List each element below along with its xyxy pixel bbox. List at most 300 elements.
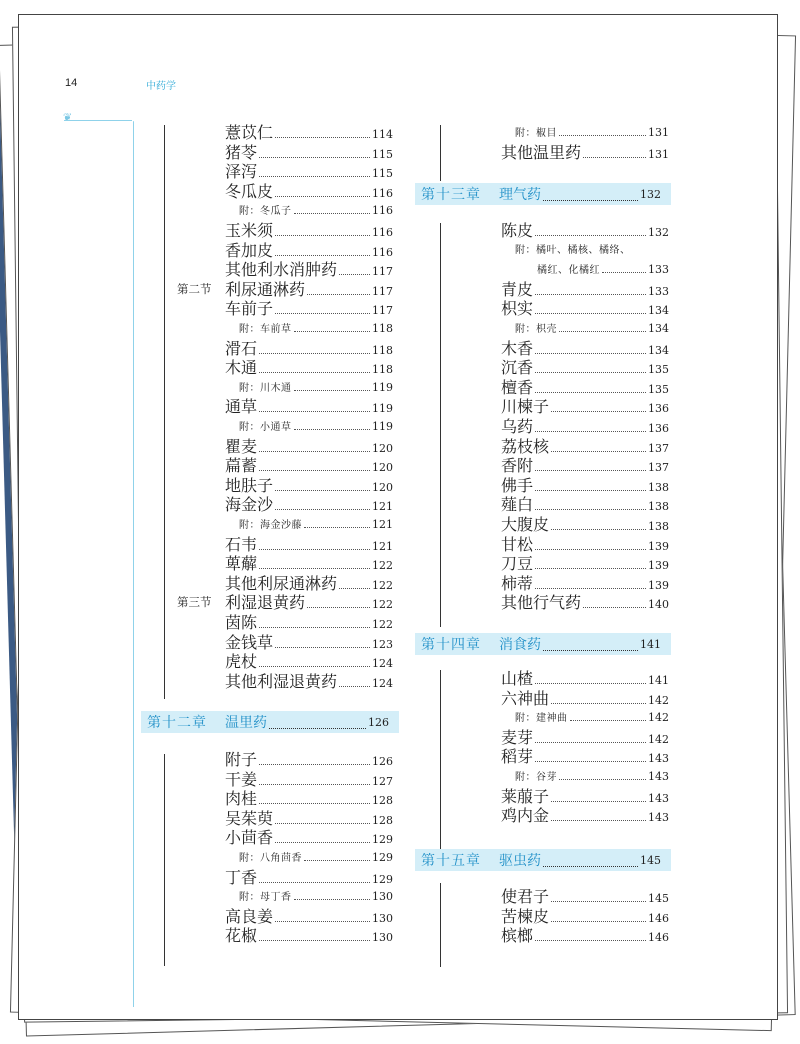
entry-page-number: 128 (372, 794, 393, 808)
entry-page-number: 133 (648, 263, 669, 277)
toc-entry (225, 750, 393, 769)
entry-name: 附：冬瓜子 (239, 206, 292, 218)
entry-page-number: 138 (648, 500, 669, 514)
entry-name: 檀香 (501, 377, 534, 397)
entry-name: 青皮 (501, 279, 534, 299)
dot-leader (304, 527, 370, 528)
dot-leader (535, 549, 646, 550)
toc-entry (501, 669, 669, 688)
toc-entry (501, 747, 669, 766)
entry-name: 丁香 (225, 867, 258, 887)
toc-entry (501, 787, 669, 806)
toc-subentry (239, 201, 393, 220)
dot-leader (259, 764, 370, 765)
toc-subentry (515, 708, 669, 727)
toc-entry (501, 397, 669, 416)
dot-leader (259, 157, 370, 158)
toc-entry (225, 260, 393, 279)
entry-page-number: 142 (648, 732, 669, 746)
dot-leader (275, 921, 370, 922)
entry-page-number: 129 (372, 833, 393, 847)
toc-entry (501, 926, 669, 945)
toc-entry (501, 515, 669, 534)
dot-leader (275, 313, 370, 314)
entry-name: 使君子 (501, 887, 550, 906)
entry-page-number: 115 (372, 167, 393, 181)
dot-leader (535, 588, 646, 589)
toc-entry (225, 182, 393, 201)
toc-entry (225, 535, 393, 554)
dot-leader (294, 331, 371, 332)
dot-leader (275, 196, 370, 197)
entry-page-number: 130 (372, 931, 393, 945)
dot-leader (259, 627, 370, 628)
entry-page-number: 118 (372, 322, 393, 335)
dot-leader (535, 940, 646, 941)
entry-name: 其他利湿退黄药 (225, 671, 338, 691)
toc-entry (501, 728, 669, 747)
entry-page-number: 124 (372, 676, 393, 690)
entry-page-number: 122 (372, 559, 393, 573)
toc-entry (225, 593, 393, 612)
entry-page-number: 130 (372, 890, 393, 904)
entry-page-number: 116 (372, 186, 393, 200)
toc-entry (501, 417, 669, 436)
toc-entry (501, 574, 669, 593)
toc-entry (501, 495, 669, 514)
entry-name: 玉米须 (225, 221, 274, 240)
dot-leader (551, 529, 646, 530)
entry-name: 刀豆 (501, 554, 534, 574)
dot-leader (535, 372, 646, 373)
dot-leader (559, 135, 646, 136)
entry-page-number: 131 (648, 126, 669, 139)
dot-leader (535, 509, 646, 510)
dot-leader (259, 940, 370, 941)
section-label: 第三节 (177, 595, 212, 610)
toc-entry (501, 806, 669, 825)
entry-page-number: 143 (648, 811, 669, 825)
entry-name: 附：椒目 (515, 128, 557, 139)
page-number: 14 (65, 77, 78, 89)
entry-name: 附：海金沙藤 (239, 520, 302, 531)
toc-entry (225, 926, 393, 945)
entry-page-number: 114 (372, 128, 393, 141)
dot-leader (543, 200, 638, 201)
toc-entry (225, 123, 393, 142)
entry-page-number: 134 (648, 343, 669, 357)
entry-page-number: 117 (372, 304, 393, 318)
dot-leader (535, 431, 646, 432)
toc-subentry (515, 241, 669, 260)
entry-name: 沉香 (501, 358, 534, 378)
dot-leader (275, 137, 370, 138)
entry-page-number: 146 (648, 931, 669, 945)
dot-leader (294, 429, 371, 430)
toc-entry (225, 476, 393, 495)
column-rule (440, 223, 441, 627)
entry-page-number: 145 (648, 892, 669, 905)
toc-entry (225, 221, 393, 240)
entry-name: 乌药 (501, 417, 534, 436)
dot-leader (307, 294, 370, 295)
entry-name: 瞿麦 (225, 436, 258, 456)
entry-page-number: 129 (372, 872, 393, 886)
dot-leader (543, 650, 638, 651)
entry-page-number: 135 (648, 382, 669, 396)
entry-name: 鸡内金 (501, 806, 550, 826)
entry-page-number: 122 (372, 598, 393, 612)
dot-leader (259, 411, 370, 412)
entry-page-number: 143 (648, 770, 669, 783)
entry-name: 金钱草 (225, 632, 274, 652)
entry-name: 附：川木通 (239, 382, 292, 394)
dot-leader (275, 490, 370, 491)
dot-leader (275, 823, 370, 824)
entry-name: 枳实 (501, 299, 534, 319)
toc-entry (501, 476, 669, 495)
entry-name: 高良姜 (225, 906, 274, 926)
toc-subentry (515, 123, 669, 142)
entry-name: 虎杖 (225, 652, 258, 672)
entry-name: 其他行气药 (501, 593, 582, 613)
dot-leader (535, 353, 646, 354)
chapter-title: 驱虫药 (499, 853, 541, 869)
dot-leader (535, 392, 646, 393)
toc-entry (225, 162, 393, 181)
chapter-title: 理气药 (499, 187, 541, 203)
dot-leader (551, 801, 646, 802)
entry-page-number: 142 (648, 693, 669, 707)
entry-name: 香加皮 (225, 240, 274, 260)
toc-subentry (239, 319, 393, 338)
entry-page-number: 120 (372, 480, 393, 494)
entry-page-number: 118 (372, 363, 393, 377)
toc-entry (225, 770, 393, 789)
entry-page-number: 119 (372, 420, 393, 433)
toc-entry (501, 535, 669, 554)
entry-name: 大腹皮 (501, 515, 550, 534)
toc-entry (225, 299, 393, 318)
toc-subentry (239, 848, 393, 867)
chapter-page-number: 145 (640, 853, 661, 867)
dot-leader (583, 607, 646, 608)
entry-name: 小茴香 (225, 828, 274, 848)
entry-name: 木通 (225, 358, 258, 378)
toc-subentry (515, 319, 669, 338)
decorative-rule-horizontal (64, 120, 132, 121)
entry-page-number: 122 (372, 578, 393, 592)
entry-name: 通草 (225, 397, 258, 417)
dot-leader (259, 372, 370, 373)
entry-page-number: 140 (648, 598, 669, 612)
entry-name: 槟榔 (501, 926, 534, 946)
entry-name: 稻芽 (501, 747, 534, 767)
toc-entry (501, 358, 669, 377)
entry-page-number: 134 (648, 304, 669, 318)
toc-entry (501, 907, 669, 926)
entry-page-number: 139 (648, 539, 669, 553)
entry-page-number: 124 (372, 657, 393, 671)
section-label: 第二节 (177, 281, 212, 296)
entry-name: 其他利尿通淋药 (225, 573, 338, 593)
toc-entry (225, 358, 393, 377)
dot-leader (259, 549, 370, 550)
dot-leader (551, 921, 646, 922)
entry-page-number: 120 (372, 441, 393, 455)
leaf-ornament-icon: ❦ (63, 111, 73, 124)
toc-entry (225, 241, 393, 260)
entry-page-number: 141 (648, 674, 669, 687)
entry-page-number: 143 (648, 752, 669, 766)
entry-name: 附：建神曲 (515, 713, 568, 725)
toc-entry (225, 554, 393, 573)
entry-name: 萹蓄 (225, 456, 258, 476)
entry-name: 附：八角茴香 (239, 853, 302, 864)
entry-page-number: 137 (648, 461, 669, 475)
dot-leader (535, 235, 646, 236)
dot-leader (294, 390, 371, 391)
entry-name: 柿蒂 (501, 573, 534, 593)
dot-leader (551, 451, 646, 452)
dot-leader (535, 761, 646, 762)
entry-name: 其他利水消肿药 (225, 260, 338, 280)
toc-entry (225, 868, 393, 887)
dot-leader (551, 901, 646, 902)
entry-name: 花椒 (225, 926, 258, 946)
column-rule (164, 125, 165, 699)
entry-name: 车前子 (225, 299, 274, 319)
chapter-number: 第十四章 (421, 637, 481, 653)
entry-page-number: 118 (372, 343, 393, 357)
decorative-rule-vertical (133, 121, 134, 1007)
chapter-page-number: 132 (640, 187, 661, 201)
entry-name: 山楂 (501, 669, 534, 688)
entry-page-number: 121 (372, 518, 393, 531)
entry-page-number: 128 (372, 813, 393, 827)
entry-name: 肉桂 (225, 789, 258, 809)
entry-name: 附：母丁香 (239, 892, 292, 904)
entry-name: 苦楝皮 (501, 906, 550, 926)
dot-leader (294, 899, 371, 900)
dot-leader (339, 274, 370, 275)
entry-page-number: 129 (372, 851, 393, 864)
toc-entry (225, 339, 393, 358)
dot-leader (275, 235, 370, 236)
entry-page-number: 115 (372, 147, 393, 161)
dot-leader (269, 728, 366, 729)
dot-leader (339, 588, 370, 589)
entry-name: 地肤子 (225, 475, 274, 495)
entry-name: 六神曲 (501, 688, 550, 708)
toc-entry (225, 495, 393, 514)
toc-entry (501, 887, 669, 906)
dot-leader (583, 157, 646, 158)
toc-entry (225, 828, 393, 847)
entry-page-number: 143 (648, 791, 669, 805)
toc-subentry (239, 417, 393, 436)
entry-page-number: 116 (372, 245, 393, 259)
dot-leader (559, 779, 646, 780)
entry-name: 陈皮 (501, 221, 534, 240)
dot-leader (559, 331, 646, 332)
running-title: 中药学 (146, 81, 176, 92)
dot-leader (259, 451, 370, 452)
entry-page-number: 132 (648, 226, 669, 239)
entry-name: 附：谷芽 (515, 772, 557, 783)
dot-leader (294, 213, 371, 214)
chapter-heading (415, 633, 671, 655)
entry-name: 麦芽 (501, 727, 534, 747)
toc-subentry (239, 515, 393, 534)
column-rule (440, 125, 441, 181)
entry-name: 利湿退黄药 (225, 593, 306, 613)
toc-page (18, 14, 778, 1020)
entry-name: 干姜 (225, 769, 258, 789)
entry-page-number: 137 (648, 441, 669, 455)
entry-name: 甘松 (501, 534, 534, 554)
chapter-number: 第十五章 (421, 853, 481, 869)
toc-entry (501, 299, 669, 318)
toc-entry (501, 456, 669, 475)
entry-page-number: 122 (372, 618, 393, 631)
dot-leader (535, 294, 646, 295)
entry-name: 薏苡仁 (225, 123, 274, 142)
entry-page-number: 120 (372, 461, 393, 475)
entry-name: 海金沙 (225, 495, 274, 515)
entry-page-number: 134 (648, 322, 669, 335)
entry-page-number: 135 (648, 363, 669, 377)
toc-entry (225, 280, 393, 299)
dot-leader (535, 568, 646, 569)
column-rule (440, 883, 441, 967)
chapter-heading (141, 711, 399, 733)
toc-subentry (239, 378, 393, 397)
entry-page-number: 116 (372, 204, 393, 218)
toc-entry (501, 143, 669, 162)
toc-entry (225, 456, 393, 475)
toc-entry (225, 789, 393, 808)
entry-name: 附：枳壳 (515, 324, 557, 335)
entry-name: 萆薢 (225, 554, 258, 574)
chapter-number: 第十三章 (421, 187, 481, 203)
entry-name: 附子 (225, 750, 258, 769)
toc-entry (225, 672, 393, 691)
entry-page-number: 126 (372, 755, 393, 768)
entry-page-number: 127 (372, 774, 393, 788)
chapter-heading (415, 183, 671, 205)
toc-entry (225, 907, 393, 926)
dot-leader (551, 820, 646, 821)
dot-leader (551, 703, 646, 704)
toc-entry (501, 339, 669, 358)
dot-leader (535, 313, 646, 314)
entry-name: 其他温里药 (501, 142, 582, 162)
dot-leader (570, 720, 647, 721)
toc-entry (225, 613, 393, 632)
dot-leader (602, 272, 646, 273)
dot-leader (307, 607, 370, 608)
entry-name: 猪苓 (225, 142, 258, 162)
entry-page-number: 139 (648, 578, 669, 592)
entry-name: 川楝子 (501, 397, 550, 417)
toc-entry (501, 437, 669, 456)
toc-entry (225, 633, 393, 652)
toc-entry (501, 689, 669, 708)
dot-leader (339, 686, 370, 687)
entry-page-number: 136 (648, 402, 669, 416)
entry-name: 滑石 (225, 338, 258, 358)
entry-name: 香附 (501, 456, 534, 476)
dot-leader (259, 353, 370, 354)
entry-page-number: 136 (648, 422, 669, 435)
chapter-heading (415, 849, 671, 871)
chapter-page-number: 126 (368, 715, 389, 729)
entry-page-number: 138 (648, 480, 669, 494)
dot-leader (535, 683, 646, 684)
dot-leader (259, 803, 370, 804)
dot-leader (304, 860, 370, 861)
dot-leader (551, 411, 646, 412)
column-rule (440, 670, 441, 854)
entry-name: 附：小通草 (239, 422, 292, 433)
toc-entry (501, 221, 669, 240)
entry-name: 茵陈 (225, 613, 258, 632)
dot-leader (259, 666, 370, 667)
entry-name: 薤白 (501, 495, 534, 515)
dot-leader (275, 509, 370, 510)
dot-leader (543, 866, 638, 867)
toc-entry (225, 652, 393, 671)
entry-name: 冬瓜皮 (225, 181, 274, 201)
entry-name: 莱菔子 (501, 786, 550, 806)
toc-entry (225, 574, 393, 593)
entry-page-number: 142 (648, 711, 669, 725)
dot-leader (535, 470, 646, 471)
entry-page-number: 138 (648, 520, 669, 533)
toc-entry (501, 554, 669, 573)
entry-page-number: 130 (372, 911, 393, 925)
entry-page-number: 131 (648, 147, 669, 161)
dot-leader (259, 882, 370, 883)
entry-name: 附：橘叶、橘核、橘络、 (515, 244, 631, 256)
dot-leader (275, 255, 370, 256)
toc-entry (225, 437, 393, 456)
chapter-title: 消食药 (499, 637, 541, 653)
dot-leader (275, 647, 370, 648)
entry-page-number: 117 (372, 284, 393, 298)
toc-subentry (239, 887, 393, 906)
entry-page-number: 133 (648, 284, 669, 298)
dot-leader (275, 842, 370, 843)
entry-page-number: 146 (648, 911, 669, 925)
chapter-number: 第十二章 (147, 715, 207, 731)
entry-name: 附：车前草 (239, 324, 292, 335)
dot-leader (259, 784, 370, 785)
entry-page-number: 119 (372, 380, 393, 394)
entry-name: 利尿通淋药 (225, 279, 306, 299)
entry-page-number: 117 (372, 265, 393, 279)
entry-name: 石韦 (225, 534, 258, 554)
entry-page-number: 121 (372, 539, 393, 553)
entry-page-number: 123 (372, 637, 393, 651)
toc-entry (501, 280, 669, 299)
toc-subentry (515, 767, 669, 786)
dot-leader (535, 490, 646, 491)
dot-leader (259, 470, 370, 471)
dot-leader (535, 742, 646, 743)
toc-subentry (537, 260, 669, 279)
